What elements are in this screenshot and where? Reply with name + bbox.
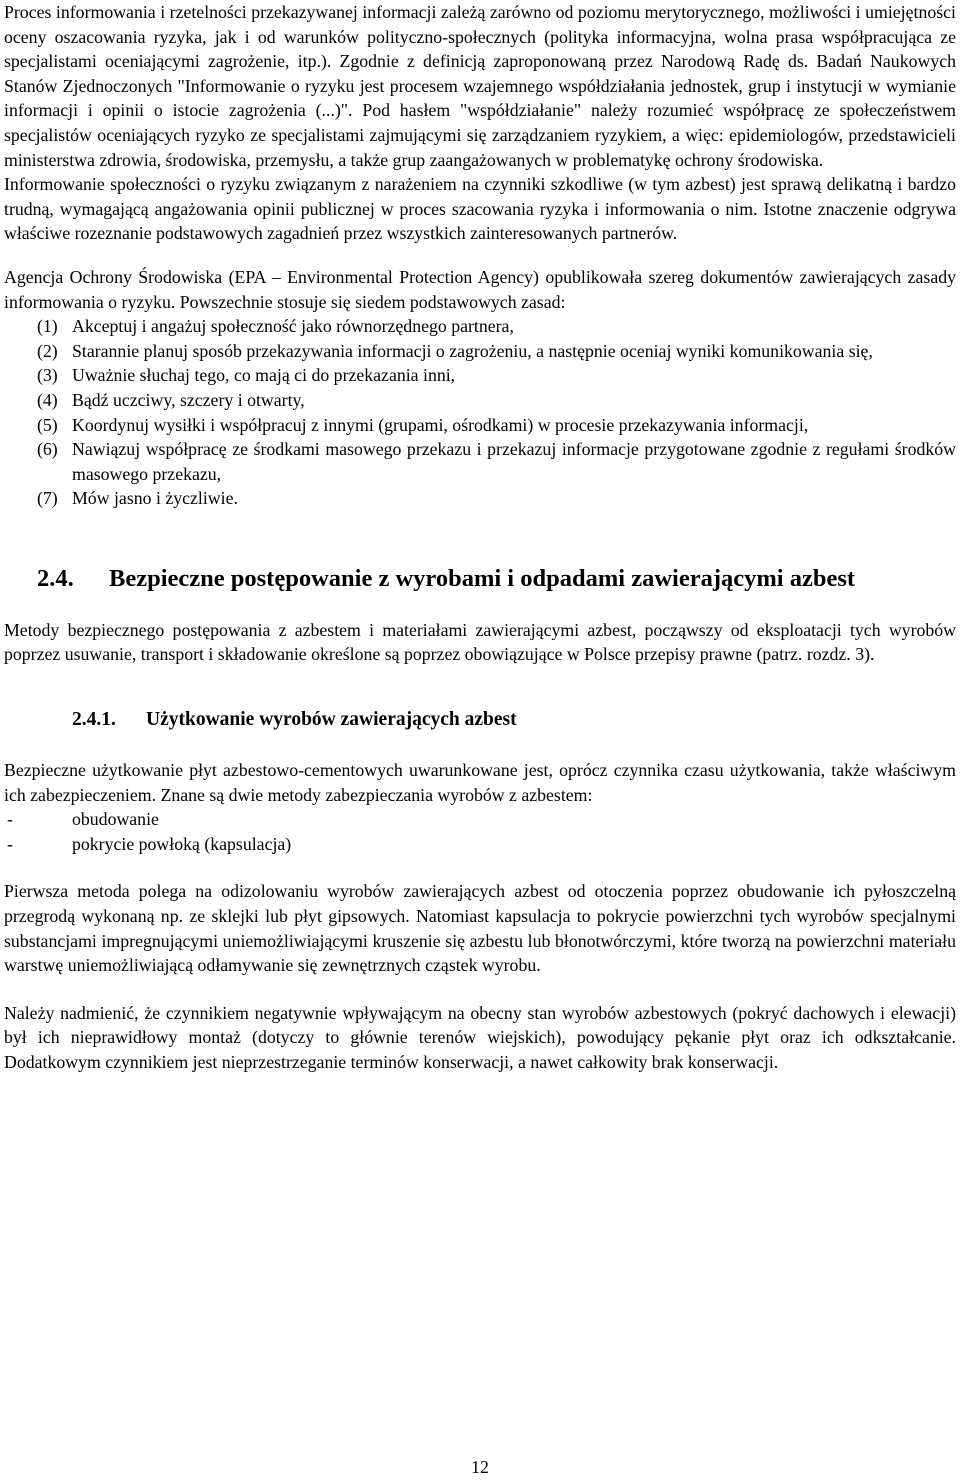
list-item-dash: -	[7, 809, 13, 830]
list-item-text: Bądź uczciwy, szczery i otwarty,	[72, 389, 305, 410]
list-item-text: Uważnie słuchaj tego, co mają ci do przekazania inni,	[72, 365, 456, 386]
subsection-heading	[4, 707, 956, 733]
paragraph-methods-description: Pierwsza metoda polega na odizolowaniu wyrobów zawierających azbest od otoczenia poprzez obudowanie ich pyłoszczelną przegrodą wykonaną np. ze sklejki lub płyt gipsowych. Natomiast kapsulacja to pokrycie powierzchni tych wyrobów specjalnymi substancjami impregnującymi uniemożliwiającymi kruszenie się azbestu lub błonotwórczymi, które tworzą na powierzchni materiału warstwę uniemożliwiającą odłamywanie się zewnętrznych cząstek wyrobu.	[4, 881, 956, 976]
section-heading	[4, 563, 956, 594]
page-number: 12	[471, 1457, 489, 1477]
subsection-number: 2.4.1.	[72, 709, 116, 731]
list-item-number: (4)	[37, 389, 58, 410]
list-item-text: pokrycie powłoką (kapsulacja)	[72, 833, 292, 854]
list-item-number: (5)	[37, 414, 58, 435]
list-item-number: (1)	[37, 316, 58, 337]
paragraph-epa-principles: Agencja Ochrony Środowiska (EPA – Environmental Protection Agency) opublikowała szereg dokumentów zawierających zasady informowania o ryzyku. Powszechnie stosuje się siedem podstawowych zasad:	[4, 266, 956, 312]
list-item	[4, 437, 956, 486]
subsection-title: Użytkowanie wyrobów zawierających azbest	[146, 709, 517, 731]
document-page	[4, 0, 956, 1075]
paragraph-safe-usage: Bezpieczne użytkowanie płyt azbestowo-cementowych uwarunkowane jest, oprócz czynnika czasu użytkowania, także właściwym ich zabezpieczeniem. Znane są dwie metody zabezpieczania wyrobów z azbestem:	[4, 760, 956, 805]
list-item-text: Mów jasno i życzliwie.	[72, 488, 238, 509]
list-item-text: obudowanie	[72, 809, 159, 830]
list-item	[4, 314, 956, 339]
list-item	[4, 413, 956, 438]
list-item	[4, 388, 956, 413]
section-title: Bezpieczne postępowanie z wyrobami i odpadami zawierającymi azbest	[109, 564, 856, 592]
list-item-text: Akceptuj i angażuj społeczność jako równorzędnego partnera,	[72, 316, 514, 337]
list-item-text: Koordynuj wysiłki i współpracuj z innymi (grupami, ośrodkami) w procesie przekazywania informacji,	[72, 414, 809, 435]
list-item	[4, 363, 956, 388]
list-item-dash: -	[7, 833, 13, 854]
protection-methods-list	[4, 807, 956, 856]
list-item	[4, 832, 956, 857]
list-item	[4, 807, 956, 832]
paragraph-informing-community: Informowanie społeczności o ryzyku związanym z narażeniem na czynniki szkodliwe (w tym azbest) jest sprawą delikatną i bardzo trudną, wymagającą angażowania opinii publicznej w proces szacowania ryzyka i informowania o nim. Istotne znaczenie odgrywa właściwe rozeznanie podstawowych zagadnień przez wszystkich zainteresowanych partnerów.	[4, 174, 956, 244]
list-item	[4, 486, 956, 511]
list-item-text: Starannie planuj sposób przekazywania informacji o zagrożeniu, a następnie oceniaj wyniki komunikowania się,	[72, 340, 873, 361]
paragraph-negative-factors: Należy nadmienić, że czynnikiem negatywnie wpływającym na obecny stan wyrobów azbestowych (pokryć dachowych i elewacji) był ich nieprawidłowy montaż (dotyczy to głównie terenów wiejskich), powodujący pękanie płyt oraz ich odkształcanie. Dodatkowym czynnikiem jest nieprzestrzeganie terminów konserwacji, a nawet całkowity brak konserwacji.	[4, 1002, 956, 1072]
list-item-number: (6)	[37, 439, 58, 460]
paragraph-risk-communication-process: Proces informowania i rzetelności przekazywanej informacji zależą zarówno od poziomu merytorycznego, możliwości i umiejętności oceny oszacowania ryzyka, jak i od warunków polityczno-społecznych (polityka informacyjna, wolna prasa współpracująca ze specjalistami oceniającymi zagrożenie, itp.). Zgodnie z definicją zaproponowaną przez Narodową Radę ds. Badań Naukowych Stanów Zjednoczonych "Informowanie o ryzyku jest procesem wzajemnego współdziałania jednostek, grup i instytucji w wymianie informacji i opinii o istocie zagrożenia (...)". Pod hasłem "współdziałanie" należy rozumieć współpracę ze społeczeństwem specjalistów oceniających ryzyko ze specjalistami zajmującymi się zarządzaniem ryzykiem, a więc: epidemiologów, przedstawicieli ministerstwa zdrowia, środowiska, przemysłu, a także grup zaangażowanych w problematykę ochrony środowiska.	[4, 2, 956, 170]
list-item-number: (2)	[37, 340, 58, 361]
epa-rules-list	[4, 314, 956, 511]
list-item-number: (7)	[37, 488, 58, 509]
section-number: 2.4.	[37, 564, 74, 592]
paragraph-section-intro: Metody bezpiecznego postępowania z azbestem i materiałami zawierającymi azbest, począwszy od eksploatacji tych wyrobów poprzez usuwanie, transport i składowanie określone są poprzez obowiązujące w Polsce przepisy prawne (patrz. rozdz. 3).	[4, 619, 956, 665]
list-item	[4, 339, 956, 364]
list-item-number: (3)	[37, 365, 58, 386]
list-item-text: Nawiązuj współpracę ze środkami masowego przekazu i przekazuj informacje przygotowane zgodnie z regułami środków masowego przekazu,	[72, 439, 956, 484]
